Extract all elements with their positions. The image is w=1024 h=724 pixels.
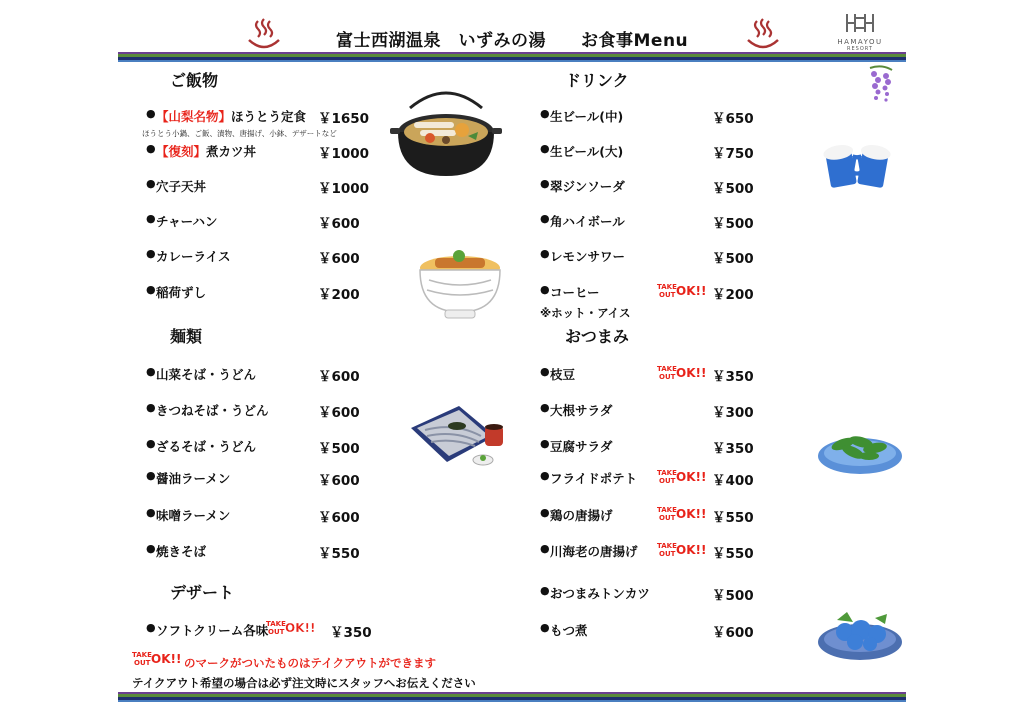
takeout-ok-badge: [657, 503, 709, 521]
svg-text:OK!!: OK!!: [676, 366, 707, 380]
svg-text:TAKE: TAKE: [657, 365, 677, 373]
svg-text:TAKE: TAKE: [132, 651, 152, 659]
takeout-ok-badge: [132, 648, 184, 666]
menu-item: ● 味噌ラーメン ￥600: [146, 506, 360, 526]
svg-text:OUT: OUT: [659, 477, 676, 484]
menu-item: ● 大根サラダ ￥300: [540, 401, 754, 421]
item-name: 大根サラダ: [550, 403, 613, 418]
item-name: 生ビール(中): [550, 109, 624, 124]
logo-mark-icon: [843, 12, 877, 34]
menu-item: ● ざるそば・うどん ￥500: [146, 437, 360, 457]
item-name: 穴子天丼: [156, 179, 207, 194]
item-name: きつねそば・うどん: [156, 403, 269, 418]
item-price: ￥600: [318, 510, 360, 526]
item-name: 川海老の唐揚げ: [550, 544, 638, 559]
item-price: ￥650: [712, 111, 754, 127]
item-price: ￥550: [712, 510, 754, 526]
item-prefix: 【復刻】: [156, 144, 207, 159]
item-price: ￥350: [712, 369, 754, 385]
svg-text:OK!!: OK!!: [676, 507, 707, 521]
takeout-ok-badge: [657, 280, 709, 298]
svg-text:OUT: OUT: [134, 659, 151, 666]
bottom-stripe-blue: [118, 700, 906, 702]
item-name: 煮カツ丼: [206, 144, 257, 159]
item-name: カレーライス: [156, 249, 231, 264]
onsen-icon-left: [246, 18, 282, 50]
item-price: ￥600: [318, 369, 360, 385]
top-stripe-blue: [118, 60, 906, 62]
item-name: おつまみトンカツ: [550, 586, 650, 601]
item-price: ￥300: [712, 405, 754, 421]
item-name: ざるそば・うどん: [156, 439, 257, 454]
item-price: ￥200: [712, 287, 754, 303]
menu-item: ● きつねそば・うどん ￥600: [146, 401, 360, 421]
hoto-pot-illustration: [390, 88, 502, 180]
takeout-ok-badge: [657, 466, 709, 484]
item-name: 焼きそば: [156, 544, 207, 559]
page-title: 富士西湖温泉 いずみの湯 お食事Menu: [336, 31, 689, 51]
menu-item: ● 豆腐サラダ ￥350: [540, 437, 754, 457]
item-price: ￥350: [330, 625, 372, 641]
item-price: ￥600: [318, 216, 360, 232]
svg-text:TAKE: TAKE: [266, 620, 286, 628]
zaru-soba-illustration: [405, 398, 507, 476]
item-prefix: 【山梨名物】: [156, 109, 232, 124]
item-name: 枝豆: [550, 367, 576, 382]
item-name: 翠ジンソーダ: [550, 179, 625, 194]
menu-item: ● 【山梨名物】ほうとう定食 ￥1650: [146, 107, 370, 127]
menu-item: ● 【復刻】煮カツ丼 ￥1000: [146, 142, 370, 162]
item-name: 角ハイボール: [550, 214, 625, 229]
item-name: 醤油ラーメン: [156, 471, 231, 486]
svg-text:TAKE: TAKE: [657, 542, 677, 550]
item-price: ￥600: [712, 625, 754, 641]
item-name: フライドポテト: [550, 471, 638, 486]
item-price: ￥1650: [318, 111, 370, 127]
item-name: 稲荷ずし: [156, 285, 207, 300]
section-title-rice: ご飯物: [170, 71, 219, 90]
svg-text:OUT: OUT: [659, 291, 676, 298]
section-title-dessert: デザート: [170, 583, 235, 602]
item-name: 味噌ラーメン: [156, 508, 231, 523]
wisteria-icon: [866, 64, 896, 110]
item-name: レモンサワー: [550, 249, 626, 264]
katsudon-illustration: [415, 240, 505, 322]
takeout-ok-badge: [266, 617, 318, 635]
svg-text:OUT: OUT: [659, 550, 676, 557]
edamame-illustration: [815, 420, 905, 478]
menu-item: ● レモンサワー ￥500: [540, 247, 754, 267]
item-price: ￥400: [712, 473, 754, 489]
menu-item: ● 醤油ラーメン ￥600: [146, 469, 360, 489]
item-name: チャーハン: [156, 214, 218, 229]
item-name: 山菜そば・うどん: [156, 367, 257, 382]
item-price: ￥500: [318, 441, 360, 457]
item-name: ほうとう定食: [231, 109, 307, 124]
item-name: ソフトクリーム各味: [156, 623, 269, 638]
item-price: ￥550: [712, 546, 754, 562]
item-name: 豆腐サラダ: [550, 439, 613, 454]
svg-text:OK!!: OK!!: [676, 543, 707, 557]
item-name: 鶏の唐揚げ: [550, 508, 613, 523]
svg-text:OUT: OUT: [659, 373, 676, 380]
takeout-ok-badge: [657, 362, 709, 380]
menu-item: ● 稲荷ずし ￥200: [146, 283, 360, 303]
logo-text: HAMAYOU: [837, 38, 883, 46]
item-name: コーヒー: [550, 285, 600, 300]
logo-sub: RESORT: [847, 46, 873, 52]
brand-logo: [832, 12, 888, 52]
svg-text:TAKE: TAKE: [657, 283, 677, 291]
menu-item: ● もつ煮 ￥600: [540, 621, 754, 641]
menu-item: ● 鶏の唐揚げ ￥550: [540, 506, 754, 526]
item-price: ￥500: [712, 251, 754, 267]
svg-text:TAKE: TAKE: [657, 506, 677, 514]
menu-item: ● ソフトクリーム各味 ￥350: [146, 621, 372, 641]
item-name: 生ビール(大): [550, 144, 624, 159]
beer-mugs-illustration: [820, 134, 896, 196]
svg-text:OK!!: OK!!: [676, 284, 707, 298]
item-price: ￥500: [712, 588, 754, 604]
takeout-ok-badge: [657, 539, 709, 557]
svg-text:OUT: OUT: [268, 628, 285, 635]
item-price: ￥600: [318, 405, 360, 421]
menu-item: ● 翠ジンソーダ ￥500: [540, 177, 754, 197]
item-price: ￥1000: [318, 146, 370, 162]
menu-item: ● 角ハイボール ￥500: [540, 212, 754, 232]
item-price: ￥550: [318, 546, 360, 562]
item-price: ￥500: [712, 181, 754, 197]
menu-item: ● 生ビール(中) ￥650: [540, 107, 754, 127]
svg-text:OK!!: OK!!: [676, 470, 707, 484]
menu-item: ● チャーハン ￥600: [146, 212, 360, 232]
svg-text:TAKE: TAKE: [657, 469, 677, 477]
item-name: もつ煮: [550, 623, 588, 638]
takeout-notice: のマークがついたものはテイクアウトができます: [184, 656, 436, 670]
item-price: ￥500: [712, 216, 754, 232]
svg-text:OK!!: OK!!: [151, 652, 182, 666]
menu-item: ● フライドポテト ￥400: [540, 469, 754, 489]
section-title-snacks: おつまみ: [565, 327, 629, 346]
menu-item: ● おつまみトンカツ ￥500: [540, 584, 754, 604]
section-title-noodles: 麺類: [170, 327, 203, 346]
hoto-set-note: ほうとう小鍋、ご飯、漬物、唐揚げ、小鉢、デザートなど: [142, 129, 337, 138]
takeout-instruction: テイクアウト希望の場合は必ず注文時にスタッフへお伝えください: [132, 676, 476, 690]
item-price: ￥1000: [318, 181, 370, 197]
menu-item: ● 山菜そば・うどん ￥600: [146, 365, 360, 385]
menu-item: ● 枝豆 ￥350: [540, 365, 754, 385]
svg-text:OUT: OUT: [659, 514, 676, 521]
item-price: ￥200: [318, 287, 360, 303]
menu-item: ● 穴子天丼 ￥1000: [146, 177, 370, 197]
menu-item: ● 川海老の唐揚げ ￥550: [540, 542, 754, 562]
menu-item: ● 焼きそば ￥550: [146, 542, 360, 562]
item-price: ￥350: [712, 441, 754, 457]
item-price: ￥600: [318, 473, 360, 489]
karaage-illustration: [815, 604, 905, 662]
menu-item: ● 生ビール(大) ￥750: [540, 142, 754, 162]
coffee-note: ※ホット・アイス: [540, 306, 631, 320]
menu-item: ● カレーライス ￥600: [146, 247, 360, 267]
menu-item: ● コーヒー ￥200: [540, 283, 754, 303]
svg-text:OK!!: OK!!: [285, 621, 316, 635]
item-price: ￥750: [712, 146, 754, 162]
section-title-drinks: ドリンク: [565, 71, 629, 90]
onsen-icon-right: [745, 18, 781, 50]
item-price: ￥600: [318, 251, 360, 267]
